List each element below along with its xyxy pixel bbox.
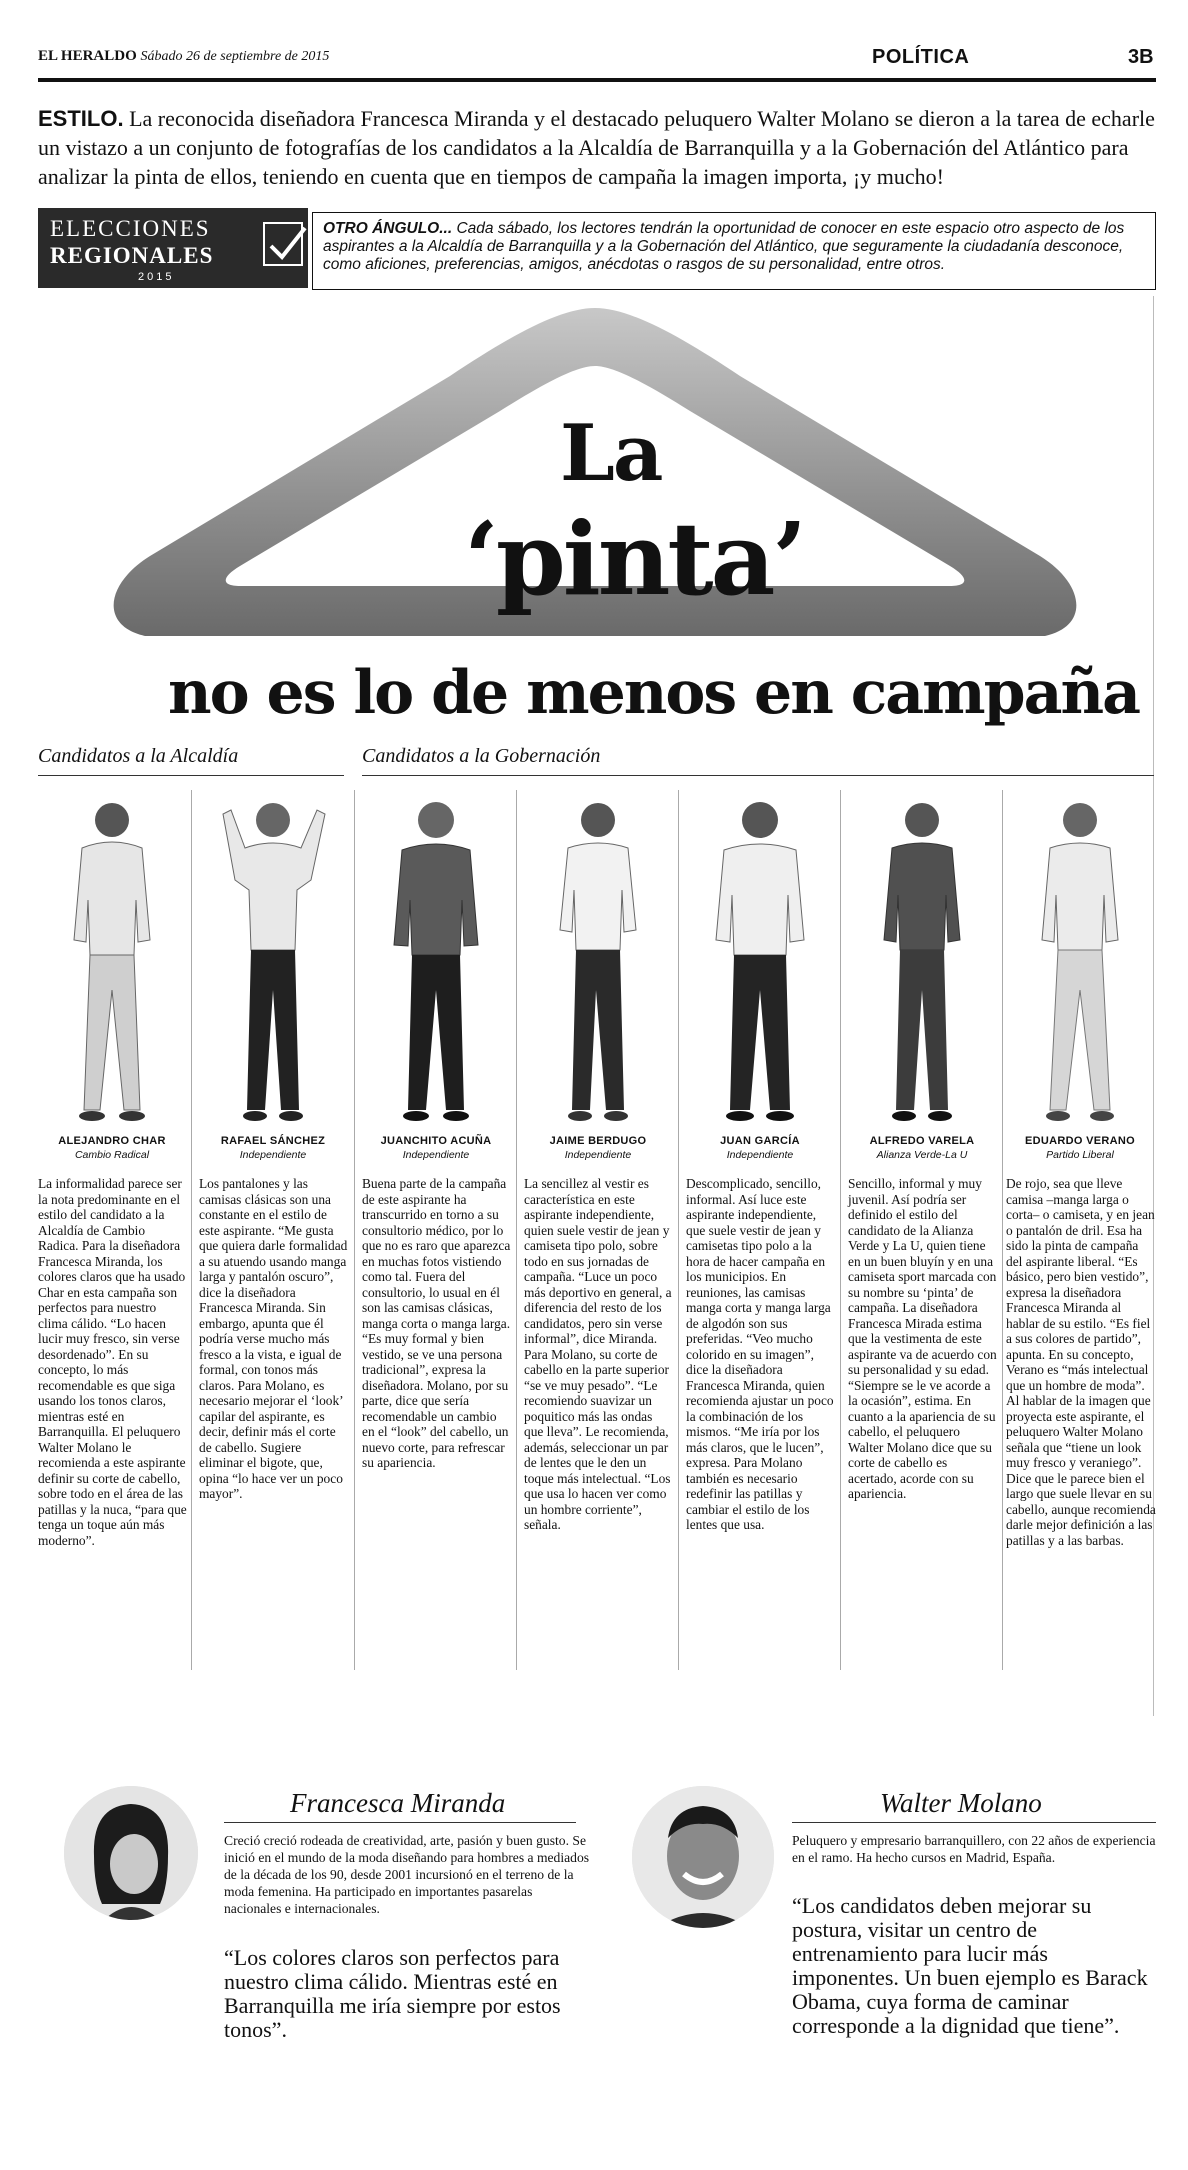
expert-name: Walter Molano — [880, 1788, 1042, 1818]
candidate-text: Descomplicado, sencillo, informal. Así luce este aspirante independiente, que suele vestir de jean y camisetas tipo polo a la hora de hacer campaña en los municipios. En reuniones, las camisas manga corta y manga larga de algodón son sus preferidas. “Veo mucho colorido en su imagen”, dice la diseñadora Francesca Miranda, quien recomienda ajustar un poco la combinación de los mismos. “Me iría por los más claros, que le lucen”, expresa. Para Molano también es necesario redefinir las patillas y cambiar el estilo de los lentes que usa. — [686, 1176, 834, 1532]
candidate-party: Cambio Radical — [74, 1149, 150, 1161]
candidate-name: RAFAEL SÁNCHEZ — [220, 1135, 326, 1147]
candidate-text: Buena parte de la campaña de este aspirante ha transcurrido en torno a su consultorio médico, por lo que no es raro que aparezca en muchas fotos vistiendo como tal. Fuera del consultorio, lo usual en él son las camisas clásicas, manga corta o manga larga. “Es muy formal y bien vestido, se ve una persona tradicional”, expresa la diseñadora. Molano, por su parte, dice que sería recomendable un cambio en el “look” del cabello, un nuevo corte, para refrescar su apariencia. — [362, 1176, 511, 1470]
candidate-text: Sencillo, informal y muy juvenil. Así podría ser definido el estilo del candidato de la Alianza Verde y La U, quien tiene en un buen bluyín y en una camiseta sport marcada con su nombre su ‘pinta’ de campaña. La diseñadora Francesca Mirada estima que la vestimenta de este aspirante va de acuerdo con su personalidad y su edad. “Siempre se le ve acorde a la ocasión”, estima. En cuanto a la apariencia de su cabello, el peluquero Walter Molano dice que su corte de cabello es acertado, acorde con su apariencia. — [848, 1176, 997, 1501]
candidate-photo — [538, 790, 658, 1128]
lede-paragraph — [38, 104, 1156, 191]
candidate-text: La sencillez al vestir es característica en este aspirante independiente, quien suele vestir de jean y camiseta tipo polo, sobre todo en sus jornadas de campaña. “Luce un poco más deportivo en general, a diferencia del resto de los candidatos, pero sin verse informal”, dice Miranda. Para Molano, su corte de cabello en la parte superior “se ve muy pesado”. “Le recomiendo suavizar un poquitico más las ondas que lleva”. Le recomienda, además, seleccionar un par de lentes que le den un toque más intelectual. “Los que usa lo hacen ver como un hombre corriente”, señala. — [524, 1176, 672, 1532]
candidate-column — [32, 790, 192, 1700]
expert-bio: Peluquero y empresario barranquillero, con 22 años de experiencia en el ramo. Ha hecho cursos en Madrid, España. — [792, 1833, 1156, 1865]
candidate-photo — [213, 790, 333, 1128]
column-separator — [678, 790, 679, 1670]
candidate-photo — [862, 790, 982, 1128]
otro-angulo-text: Cada sábado, los lectores tendrán la oportunidad de conocer en este espacio otro aspecto de los aspirantes a la Alcaldía de Barranquilla y a la Gobernación del Atlántico, que seguramente la ciudadanía desconoce, como aficiones, preferencias, amigos, anécdotas o rasgos de su personalidad, entre otros. — [323, 220, 1125, 273]
candidate-name: JUANCHITO ACUÑA — [380, 1135, 492, 1147]
candidate-name: ALFREDO VARELA — [869, 1135, 975, 1147]
walter-molano-portrait — [632, 1786, 774, 1928]
category-rule — [362, 775, 1154, 776]
francesca-miranda-portrait — [64, 1786, 198, 1920]
candidate-photo — [1020, 790, 1140, 1128]
candidate-name: JAIME BERDUGO — [549, 1135, 647, 1147]
masthead — [38, 48, 329, 65]
candidate-text: De rojo, sea que lleve camisa –manga larga o corta– o camiseta, y en jean o pantalón de dril. Esa ha sido la pinta de campaña del aspirante liberal. “Es básico, pero bien vestido”, expresa la diseñadora Francesca Miranda al hablar de su estilo. “Es fiel a sus colores de partido”, apunta. En su concepto, Verano es “más intelectual que un hombre de moda”. Al hablar de la imagen que proyecta este aspirante, el peluquero Walter Molano señala que “tiene un look muy fresco y veraniego”. Dice que le parece bien el largo que suele llevar en su cabello, aunque recomienda darle mejor definición a las patillas y a las barbas. — [1006, 1176, 1156, 1548]
otro-angulo-kicker: OTRO ÁNGULO... — [323, 220, 453, 237]
candidate-photo — [700, 790, 820, 1128]
ballot-check-icon — [263, 222, 303, 266]
candidate-name: ALEJANDRO CHAR — [58, 1135, 166, 1147]
elecciones-title: ELECCIONES — [50, 216, 211, 241]
headline-pinta: ‘pinta’ — [464, 500, 805, 618]
headline-la: La — [560, 408, 662, 499]
candidate-party: Alianza Verde-La U — [876, 1149, 968, 1161]
expert-bio: Creció creció rodeada de creatividad, arte, pasión y buen gusto. Se inició en el mundo de la moda diseñando para hombres a mediados de la década de los 90, desde 2001 incursionó en el terreno de la moda femenina. Ha participado en importantes pasarelas nacionales e internacionales. — [224, 1833, 590, 1916]
candidate-column — [842, 790, 1002, 1700]
candidate-text: La informalidad parece ser la nota predominante en el estilo del candidato a la Alcaldía de Cambio Radica. Para la diseñadora Francesca Miranda, los colores claros que ha usado Char en esta campaña son perfectos para nuestro clima cálido. “Lo hacen lucir muy fresco, sin verse desordenado”. En su concepto, lo más recomendable es que siga usando los tonos claros, mientras esté en Barranquilla. El peluquero Walter Molano le recomienda a este aspirante definir su corte de cabello, sobre todo en el área de las patillas y la nuca, “para que tenga un toque aún más moderno”. — [38, 1176, 187, 1548]
candidate-photo — [52, 790, 172, 1128]
column-separator — [354, 790, 355, 1670]
publication-date: Sábado 26 de septiembre de 2015 — [140, 49, 330, 64]
candidate-column — [193, 790, 353, 1700]
category-alcaldia: Candidatos a la Alcaldía — [38, 745, 239, 767]
candidate-column — [680, 790, 840, 1700]
expert-quote: “Los colores claros son perfectos para nuestro clima cálido. Mientras esté en Barranquilla me iría siempre por estos tonos”. — [224, 1945, 561, 2042]
elecciones-year: 2015 — [138, 271, 175, 283]
newspaper-name: EL HERALDO — [38, 48, 137, 64]
column-separator — [516, 790, 517, 1670]
candidate-party: Independiente — [402, 1149, 470, 1161]
column-separator — [840, 790, 841, 1670]
candidate-name: EDUARDO VERANO — [1025, 1135, 1135, 1147]
category-rule — [38, 775, 344, 776]
candidate-name: JUAN GARCÍA — [720, 1135, 800, 1147]
category-gobernacion: Candidatos a la Gobernación — [362, 745, 601, 767]
section-label: POLÍTICA — [872, 46, 970, 68]
candidate-column — [518, 790, 678, 1700]
page-number: 3B — [1128, 46, 1154, 68]
regionales-title: REGIONALES — [50, 243, 214, 268]
candidate-column — [1000, 790, 1160, 1700]
lede-text: La reconocida diseñadora Francesca Miranda y el destacado peluquero Walter Molano se dieron a la tarea de echarle un vistazo a un conjunto de fotografías de los candidatos a la Alcaldía de Barranquilla y a la Gobernación del Atlántico para analizar la pinta de ellos, teniendo en cuenta que en tiempos de campaña la imagen importa, ¡y mucho! — [38, 106, 1155, 189]
candidate-column — [356, 790, 516, 1700]
expert-rule — [792, 1822, 1156, 1823]
headline-subtitle: no es lo de menos en campaña — [168, 658, 1139, 728]
expert-quote: “Los candidatos deben mejorar su postura, visitar un centro de entrenamiento para lucir más imponentes. Un buen ejemplo es Barack Obama, cuya forma de caminar corresponde a la dignidad que tiene”. — [792, 1893, 1148, 2038]
column-separator — [191, 790, 192, 1670]
lede-kicker: ESTILO. — [38, 106, 124, 131]
candidate-party: Partido Liberal — [1046, 1149, 1114, 1161]
expert-rule — [224, 1822, 576, 1823]
elecciones-badge — [38, 208, 308, 288]
candidate-photo — [376, 790, 496, 1128]
candidate-party: Independiente — [239, 1149, 307, 1161]
header-rule — [38, 78, 1156, 82]
candidate-party: Independiente — [726, 1149, 794, 1161]
candidate-party: Independiente — [564, 1149, 632, 1161]
expert-name: Francesca Miranda — [290, 1788, 506, 1818]
otro-angulo-box — [312, 212, 1156, 290]
candidate-text: Los pantalones y las camisas clásicas son una constante en el estilo de este aspirante. “Me gusta que quiera darle formalidad a su atuendo usando manga larga y pantalón oscuro”, dice la diseñadora Francesca Miranda. Sin embargo, apunta que él podría verse mucho más fresco a la vista, e igual de formal, con tonos más claros. Para Molano, es necesario mejorar el ‘look’ capilar del aspirante, es decir, definir más el corte de cabello. Sugiere eliminar el bigote, que, opina “lo hace ver un poco mayor”. — [199, 1176, 348, 1501]
